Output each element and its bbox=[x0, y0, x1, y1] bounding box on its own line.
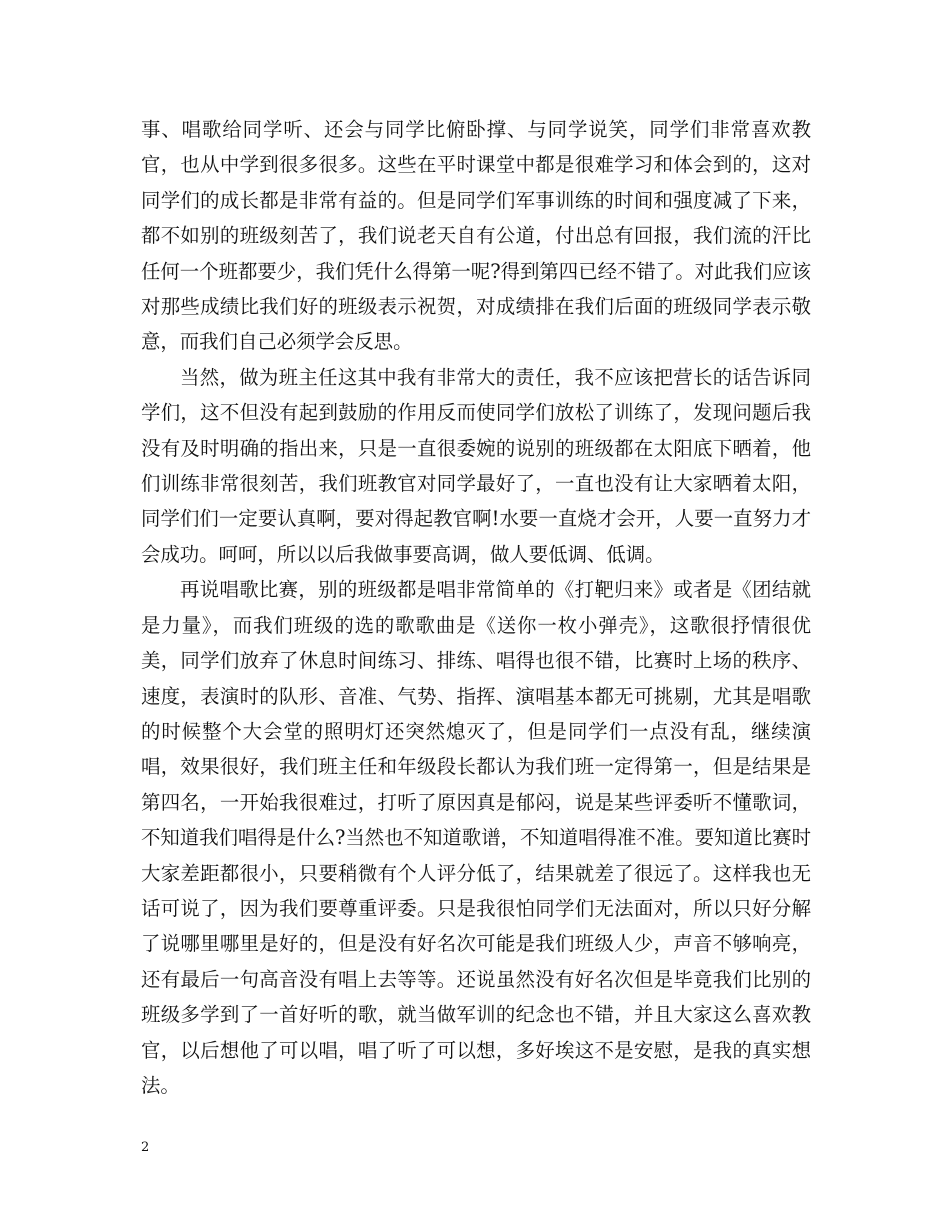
document-body bbox=[141, 112, 811, 1103]
paragraph-3: 再说唱歌比赛，别的班级都是唱非常简单的《打靶归来》或者是《团结就是力量》，而我们班级的选的歌歌曲是《送你一枚小弹壳》，这歌很抒情很优美，同学们放弃了休息时间练习、排练、唱得也很不错，比赛时上场的秩序、速度，表演时的队形、音准、气势、指挥、演唱基本都无可挑剔，尤其是唱歌的时候整个大会堂的照明灯还突然熄灭了，但是同学们一点没有乱，继续演唱，效果很好，我们班主任和年级段长都认为我们班一定得第一，但是结果是第四名，一开始我很难过，打听了原因真是郁闷，说是某些评委听不懂歌词，不知道我们唱得是什么?当然也不知道歌谱，不知道唱得准不准。要知道比赛时大家差距都很小，只要稍微有个人评分低了，结果就差了很远了。这样我也无话可说了，因为我们要尊重评委。只是我很怕同学们无法面对，所以只好分解了说哪里哪里是好的，但是没有好名次可能是我们班级人少，声音不够响亮，还有最后一句高音没有唱上去等等。还说虽然没有好名次但是毕竟我们比别的班级多学到了一首好听的歌，就当做军训的纪念也不错，并且大家这么喜欢教官，以后想他了可以唱，唱了听了可以想，多好埃这不是安慰，是我的真实想法。 bbox=[141, 578, 811, 1097]
paragraph-1: 事、唱歌给同学听、还会与同学比俯卧撑、与同学说笑，同学们非常喜欢教官，也从中学到很多很多。这些在平时课堂中都是很难学习和体会到的，这对同学们的成长都是非常有益的。但是同学们军事训练的时间和强度减了下来，都不如别的班级刻苦了，我们说老天自有公道，付出总有回报，我们流的汗比任何一个班都要少，我们凭什么得第一呢?得到第四已经不错了。对此我们应该对那些成绩比我们好的班级表示祝贺，对成绩排在我们后面的班级同学表示敬意，而我们自己必须学会反思。 bbox=[141, 118, 811, 354]
paragraph-2: 当然，做为班主任这其中我有非常大的责任，我不应该把营长的话告诉同学们，这不但没有起到鼓励的作用反而使同学们放松了训练了，发现问题后我没有及时明确的指出来，只是一直很委婉的说别的班级都在太阳底下晒着，他们训练非常很刻苦，我们班教官对同学最好了，一直也没有让大家晒着太阳，同学们们一定要认真啊，要对得起教官啊!水要一直烧才会开，人要一直努力才会成功。呵呵，所以以后我做事要高调，做人要低调、低调。 bbox=[141, 365, 811, 566]
page-number: 2 bbox=[141, 1140, 150, 1155]
